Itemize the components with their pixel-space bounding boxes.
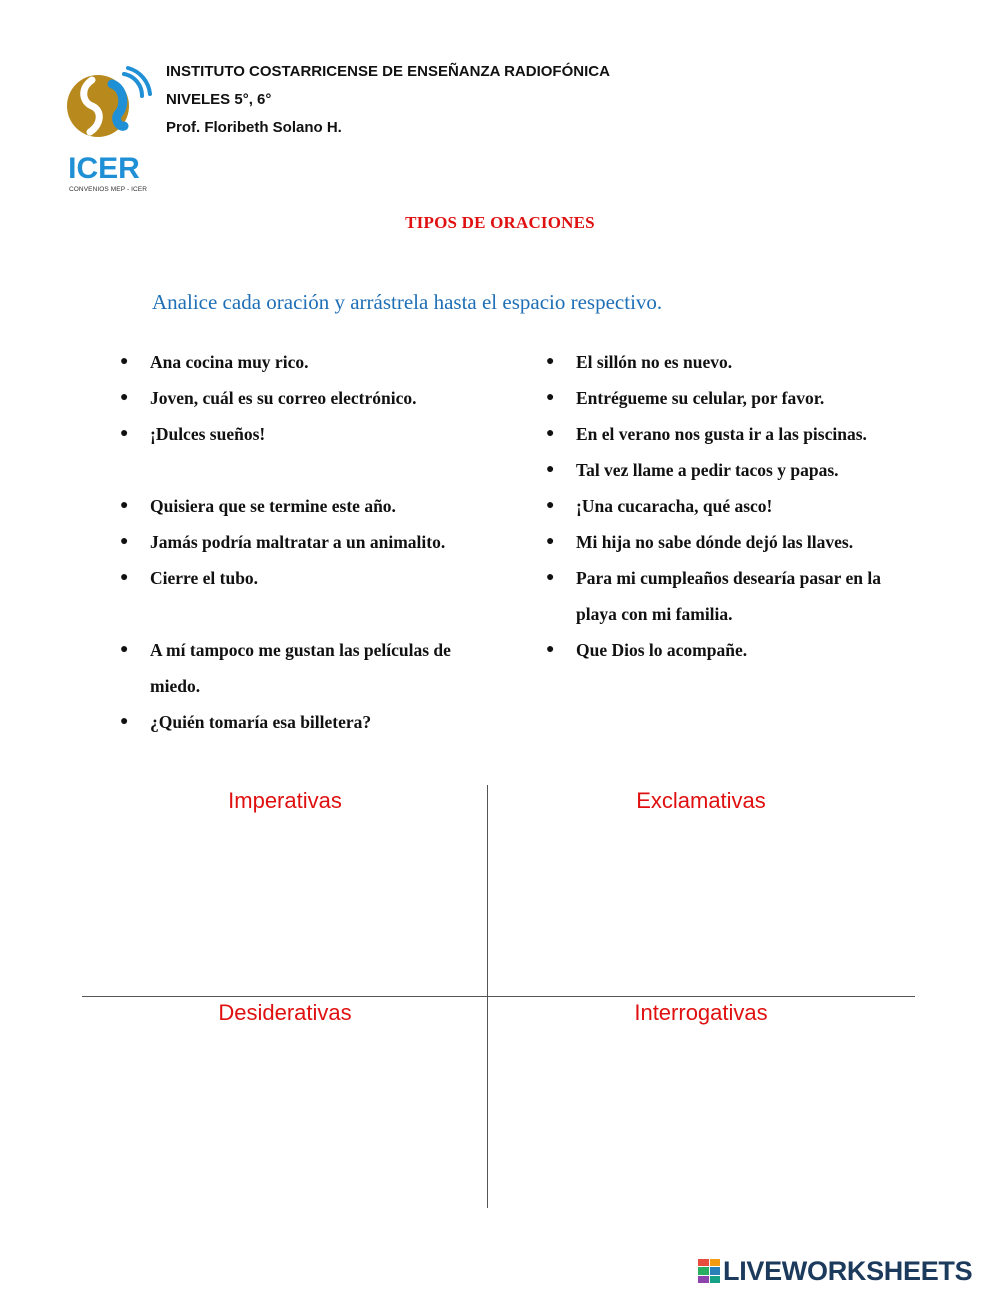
bullet-icon: ● xyxy=(120,354,129,369)
bullet-icon: ● xyxy=(120,426,129,441)
instruction-text: Analice cada oración y arrástrela hasta el espacio respectivo. xyxy=(152,290,663,314)
sentence-item[interactable]: ● Para mi cumpleaños desearía pasar en la playa con mi familia. xyxy=(546,560,916,632)
sentence-item[interactable]: ● Mi hija no sabe dónde dejó las llaves. xyxy=(546,524,916,560)
teacher-name: Prof. Floribeth Solano H. xyxy=(166,119,342,136)
page-title: TIPOS DE ORACIONES xyxy=(405,213,595,232)
logo-name-text: ICER xyxy=(68,152,140,185)
bullet-icon: ● xyxy=(120,714,129,729)
sentence-list-right xyxy=(546,344,916,668)
levels-text: NIVELES 5°, 6° xyxy=(166,91,272,108)
icer-logo xyxy=(62,62,154,200)
category-desiderativas: Desiderativas xyxy=(218,1000,352,1025)
bullet-icon: ● xyxy=(546,462,555,477)
sentence-item[interactable]: ● ¡Una cucaracha, qué asco! xyxy=(546,488,916,524)
sentence-item[interactable]: ● En el verano nos gusta ir a las piscinas. xyxy=(546,416,916,452)
sentence-item[interactable]: ● Entrégueme su celular, por favor. xyxy=(546,380,916,416)
liveworksheets-logo xyxy=(698,1257,972,1285)
bullet-icon: ● xyxy=(120,390,129,405)
bullet-icon: ● xyxy=(120,570,129,585)
icer-emblem-icon xyxy=(62,62,154,186)
bullet-icon: ● xyxy=(546,426,555,441)
liveworksheets-wordmark: LIVEWORKSHEETS xyxy=(723,1255,973,1286)
bullet-icon: ● xyxy=(120,498,129,513)
bullet-icon: ● xyxy=(546,354,555,369)
grid-horizontal-divider xyxy=(82,996,915,997)
bullet-icon: ● xyxy=(546,390,555,405)
bullet-icon: ● xyxy=(546,498,555,513)
category-imperativas: Imperativas xyxy=(228,788,342,813)
sentence-item[interactable]: ● Joven, cuál es su correo electrónico. xyxy=(120,380,505,416)
sentence-list-left xyxy=(120,344,505,740)
bullet-icon: ● xyxy=(546,570,555,585)
institution-name: INSTITUTO COSTARRICENSE DE ENSEÑANZA RADIOFÓNICA xyxy=(166,63,610,80)
liveworksheets-blocks-icon xyxy=(698,1259,720,1283)
bullet-icon: ● xyxy=(120,534,129,549)
bullet-icon: ● xyxy=(120,642,129,657)
sentence-item[interactable]: ● Tal vez llame a pedir tacos y papas. xyxy=(546,452,916,488)
header-block xyxy=(166,58,610,142)
sentence-item[interactable]: ● Que Dios lo acompañe. xyxy=(546,632,916,668)
sentence-item[interactable]: ● ¡Dulces sueños! xyxy=(120,416,505,452)
sentence-item[interactable]: ● El sillón no es nuevo. xyxy=(546,344,916,380)
sentence-item[interactable]: ● Quisiera que se termine este año. xyxy=(120,488,505,524)
sentence-item[interactable]: ● ¿Quién tomaría esa billetera? xyxy=(120,704,505,740)
sentence-item[interactable]: ● Cierre el tubo. xyxy=(120,560,505,596)
bullet-icon: ● xyxy=(546,642,555,657)
sentence-item[interactable]: ● Jamás podría maltratar a un animalito. xyxy=(120,524,505,560)
category-interrogativas: Interrogativas xyxy=(634,1000,768,1025)
category-exclamativas: Exclamativas xyxy=(636,788,766,813)
logo-caption: CONVENIOS MEP - ICER xyxy=(68,186,148,193)
sentence-item[interactable]: ● Ana cocina muy rico. xyxy=(120,344,505,380)
bullet-icon: ● xyxy=(546,534,555,549)
sentence-item[interactable]: ● A mí tampoco me gustan las películas de miedo. xyxy=(120,632,505,704)
